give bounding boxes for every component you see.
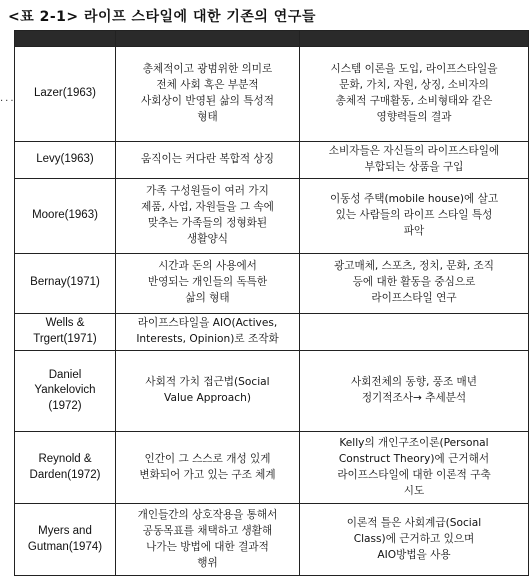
table-row (15, 313, 529, 350)
cell-line: 총체적 구매활동, 소비형태와 같은 (335, 95, 493, 107)
table-body (15, 47, 529, 576)
cell-line: 영향력들의 결과 (376, 110, 452, 123)
research-table (14, 30, 529, 576)
cell-line: Construct Theory)에 근거해서 (338, 452, 490, 465)
cell-line: 등에 대한 활동을 중심으로 (352, 276, 476, 289)
cell-line: 총체적이고 광범위한 의미로 (142, 63, 273, 76)
table-row (15, 179, 529, 254)
cell-line: 라이프스타일을 AIO(Actives, (137, 316, 278, 329)
cell-line: 인간이 그 스스로 개성 있게 (144, 452, 271, 465)
cell-line: Moore(1963) (32, 209, 98, 222)
research-cell (300, 350, 529, 431)
cell-line: 파악 (403, 224, 425, 237)
cell-line: Bernay(1971) (30, 276, 100, 289)
research-cell (300, 504, 529, 576)
content-cell (116, 179, 300, 254)
cell-line: Myers and (38, 525, 92, 538)
author-cell (15, 47, 116, 142)
cell-line: 시스템 이론을 도입, 라이프스타일을 (330, 63, 498, 76)
author-cell (15, 504, 116, 576)
content-cell (116, 350, 300, 431)
table-row (15, 47, 529, 142)
cell-line: 생활양식 (187, 232, 228, 245)
cell-line: 제품, 사업, 자원들을 그 속에 (141, 201, 274, 214)
cell-line (303, 324, 525, 340)
research-cell (300, 142, 529, 179)
header-author (15, 31, 116, 47)
cell-line: 나가는 방법에 대한 결과적 (146, 540, 269, 553)
cell-line: 형태 (197, 110, 218, 123)
author-cell (15, 350, 116, 431)
content-cell (116, 313, 300, 350)
cell-line: Wells & (45, 317, 85, 330)
content-cell (116, 47, 300, 142)
cell-line: 문화, 가치, 자원, 상징, 소비자의 (339, 79, 489, 92)
cell-line: Class)에 근거하고 있으며 (353, 532, 475, 545)
cell-line: AIO방법을 사용 (377, 548, 451, 561)
cell-line: 행위 (197, 556, 218, 569)
table-row (15, 504, 529, 576)
cell-line: 변화되어 가고 있는 구조 체계 (139, 468, 276, 481)
author-cell (15, 253, 116, 313)
research-cell (300, 47, 529, 142)
cell-line: 사회전체의 동향, 풍조 매년 (350, 375, 478, 388)
cell-line: Gutman(1974) (27, 540, 103, 553)
cell-line: Kelly의 개인구조이론(Personal (339, 436, 489, 449)
author-cell (15, 313, 116, 350)
cell-line: 맞추는 가족들의 정형화된 (147, 216, 268, 229)
table-row (15, 253, 529, 313)
cell-line: Interests, Opinion)로 조작화 (136, 332, 279, 345)
cell-line: Reynold & (38, 453, 92, 466)
author-cell (15, 142, 116, 179)
cell-line: 라이프스타일에 대한 이론적 구축 (337, 468, 491, 481)
cell-line: 이론적 틀은 사회계급(Social (346, 516, 482, 529)
cell-line: 시간과 돈의 사용에서 (158, 260, 257, 273)
cell-line: Trgert(1971) (33, 332, 97, 345)
cell-line: 라이프스타일 연구 (371, 292, 457, 305)
cell-line: (1972) (48, 399, 82, 412)
table-caption: <표 2-1> 라이프 스타일에 대한 기존의 연구들 (8, 9, 316, 25)
cell-line: Lazer(1963) (33, 87, 96, 100)
cell-line: Value Approach) (164, 391, 251, 404)
table-row (15, 350, 529, 431)
table-row (15, 142, 529, 179)
research-cell (300, 431, 529, 504)
research-cell (300, 253, 529, 313)
content-cell (116, 431, 300, 504)
cell-line: 움직이는 커다란 복합적 상징 (141, 153, 274, 166)
author-cell (15, 179, 116, 254)
cell-line: 전체 사회 혹은 부분적 (156, 79, 259, 92)
content-cell (116, 142, 300, 179)
header-content (116, 31, 300, 47)
cell-line: 공동목표를 채택하고 생활해 (142, 524, 273, 537)
content-cell (116, 504, 300, 576)
author-cell (15, 431, 116, 504)
cell-line: 가족 구성원들이 여러 가지 (146, 185, 269, 198)
header-research (300, 31, 529, 47)
table-header-row (15, 31, 529, 47)
cell-line: 부합되는 상품을 구입 (364, 161, 464, 174)
content-cell (116, 253, 300, 313)
cell-line: 사회상이 반영된 삶의 특성적 (141, 95, 274, 107)
cell-line: 개인들간의 상호작용을 통해서 (137, 508, 278, 521)
margin-dots: ··· (0, 96, 16, 107)
cell-line: Yankelovich (34, 384, 96, 397)
cell-line: Daniel (48, 368, 82, 381)
cell-line: 정기적조사→ 추세분석 (361, 391, 467, 404)
research-cell (300, 179, 529, 254)
cell-line: Levy(1963) (36, 153, 94, 166)
cell-line: 있는 사람들의 라이프 스타일 특성 (335, 209, 493, 222)
table-row (15, 431, 529, 504)
cell-line: 삶의 형태 (185, 292, 230, 305)
research-cell (300, 313, 529, 350)
cell-line: 소비자들은 자신들의 라이프스타일에 (328, 145, 500, 158)
cell-line: 사회적 가치 접근법(Social (145, 375, 270, 388)
cell-line: 광고매체, 스포츠, 정치, 문화, 조직 (334, 260, 494, 273)
cell-line: Darden(1972) (29, 468, 101, 481)
cell-line: 이동성 주택(mobile house)에 살고 (329, 193, 499, 206)
cell-line: 반영되는 개인들의 독특한 (147, 276, 268, 289)
cell-line: 시도 (403, 484, 425, 497)
